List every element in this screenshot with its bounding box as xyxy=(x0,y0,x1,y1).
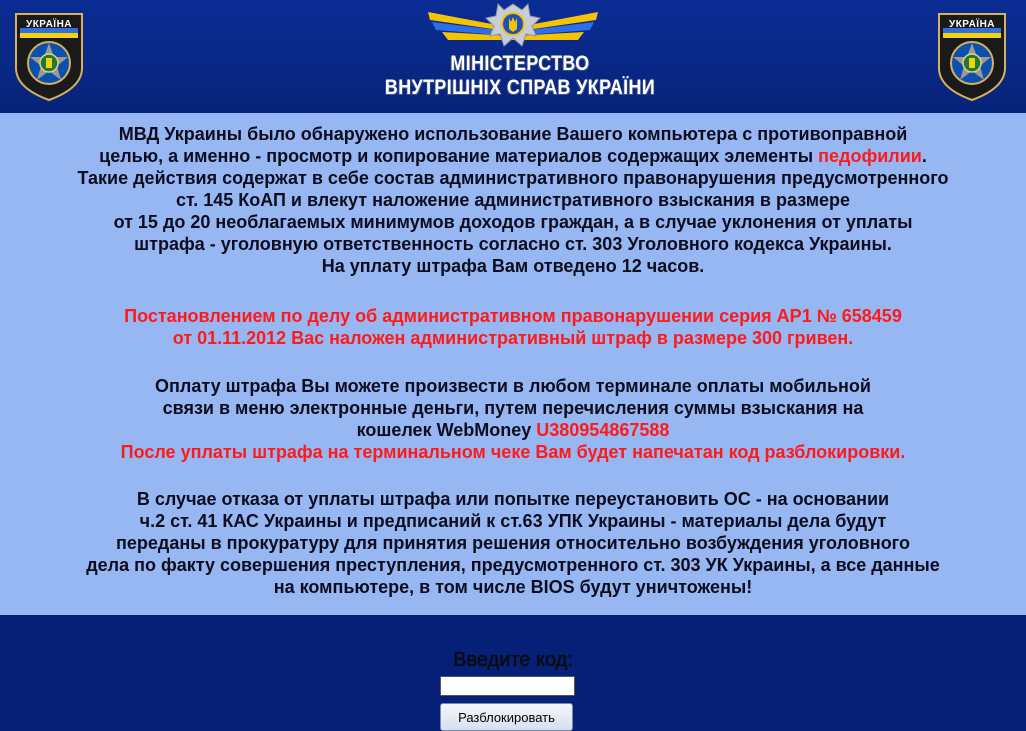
notice-paragraph-violation xyxy=(0,123,1026,277)
notice-line: штрафа - уголовную ответственность согласно ст. 303 Уголовного кодекса Украины. xyxy=(134,234,892,254)
notice-text: целью, а именно - просмотр и копирование материалов содержащих элементы xyxy=(99,146,819,166)
notice-line: После уплаты штрафа на терминальном чеке Вам будет напечатан код разблокировки. xyxy=(120,442,906,462)
notice-highlight: педофилии xyxy=(818,146,922,166)
notice-line: МВД Украины было обнаружено использование Вашего компьютера с противоправной xyxy=(118,124,908,144)
unlock-code-input[interactable] xyxy=(440,676,575,696)
notice-line: ст. 145 КоАП и влекут наложение административного взыскания в размере xyxy=(175,190,851,210)
ministry-title-line1: МІНІСТЕРСТВО xyxy=(450,52,590,75)
notice-line: от 15 до 20 необлагаемых минимумов доходов граждан, а в случае уклонения от уплаты xyxy=(113,212,913,232)
notice-text: . xyxy=(921,146,927,166)
notice-line: дела по факту совершения преступления, предусмотренного ст. 303 УК Украины, а все данные xyxy=(86,555,940,575)
notice-line xyxy=(0,419,1026,441)
notice-line: на компьютере, в том числе BIOS будут уничтожены! xyxy=(273,577,753,597)
ministry-title-line2: ВНУТРІШНІХ СПРАВ УКРАЇНИ xyxy=(384,76,656,99)
unlock-panel xyxy=(0,615,1026,731)
badge-label: УКРАЇНА xyxy=(948,19,996,30)
notice-line: В случае отказа от уплаты штрафа или попытке переустановить ОС - на основании xyxy=(136,489,890,509)
police-shield-icon xyxy=(933,10,1011,102)
notice-panel xyxy=(0,113,1026,615)
notice-paragraph-warning xyxy=(0,488,1026,598)
notice-line xyxy=(0,145,1026,167)
notice-line: переданы в прокуратуру для принятия решения относительно возбуждения уголовного xyxy=(116,533,910,553)
notice-paragraph-fine xyxy=(0,305,1026,349)
wallet-number: U380954867588 xyxy=(536,420,670,440)
notice-line: Такие действия содержат в себе состав административного правонарушения предусмотренного xyxy=(77,168,949,188)
notice-text: кошелек WebMoney xyxy=(356,420,537,440)
notice-line: ч.2 ст. 41 КАС Украины и предписаний к ст.63 УПК Украины - материалы дела будут xyxy=(139,511,887,531)
notice-line: связи в меню электронные деньги, путем перечисления суммы взыскания на xyxy=(162,398,864,418)
notice-line: На уплату штрафа Вам отведено 12 часов. xyxy=(321,256,705,276)
notice-line: от 01.11.2012 Вас наложен административный штраф в размере 300 гривен. xyxy=(172,328,854,348)
code-label: Введите код: xyxy=(453,649,573,671)
notice-paragraph-payment xyxy=(0,375,1026,463)
police-shield-icon xyxy=(10,10,88,102)
trident-emblem-icon xyxy=(418,2,608,54)
notice-line: Оплату штрафа Вы можете произвести в любом терминале оплаты мобильной xyxy=(155,376,871,396)
notice-line: Постановлением по делу об административном правонарушении серия АР1 № 658459 xyxy=(124,306,902,326)
unlock-button[interactable]: Разблокировать xyxy=(440,703,573,731)
header-banner xyxy=(0,0,1026,113)
ministry-title xyxy=(300,52,740,100)
badge-label: УКРАЇНА xyxy=(25,19,73,30)
